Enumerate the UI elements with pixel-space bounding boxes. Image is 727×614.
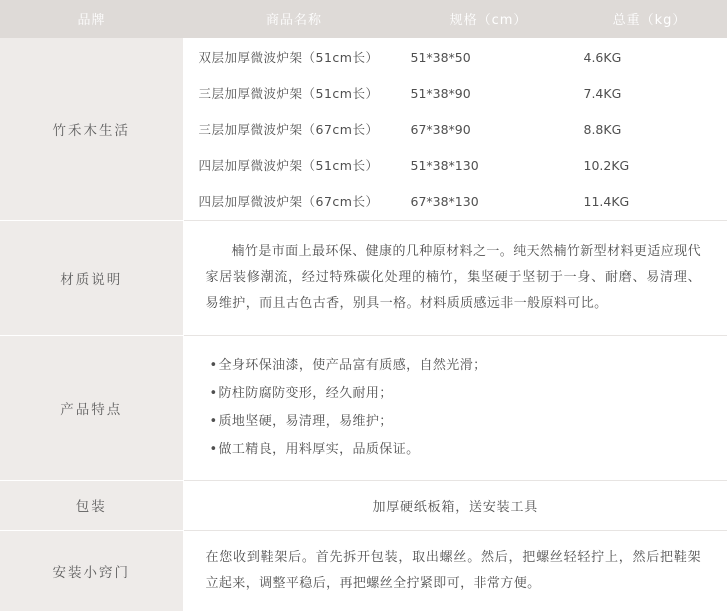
bullet-icon: • xyxy=(209,358,218,373)
product-name: 四层加厚微波炉架（51cm长） xyxy=(198,158,379,173)
material-description-cell xyxy=(183,221,727,336)
features-label: 产品特点 xyxy=(0,336,183,481)
packaging-row xyxy=(0,480,727,530)
table-row xyxy=(185,183,727,219)
feature-text: 防柱防腐防变形，经久耐用； xyxy=(218,385,393,401)
product-weight: 4.6KG xyxy=(583,49,622,65)
product-weight: 11.4KG xyxy=(583,193,630,209)
material-label: 材质说明 xyxy=(0,221,183,336)
list-item xyxy=(210,352,702,380)
product-name: 双层加厚微波炉架（51cm长） xyxy=(198,50,379,65)
features-cell xyxy=(183,336,727,481)
feature-text: 质地坚硬，易清理，易维护； xyxy=(218,413,393,429)
tips-text: 在您收到鞋架后。首先拆开包装，取出螺丝。然后，把螺丝轻轻拧上，然后把鞋架立起来，调整平稳后，再把螺丝全拧紧即可，非常方便。 xyxy=(205,549,701,591)
packaging-label: 包装 xyxy=(0,480,183,530)
product-spec: 67*38*130 xyxy=(410,193,479,209)
bullet-icon: • xyxy=(209,413,218,429)
feature-text: 做工精良，用料厚实，品质保证。 xyxy=(218,441,420,457)
product-name: 三层加厚微波炉架（51cm长） xyxy=(198,86,379,101)
table-row xyxy=(185,147,727,183)
header-spec: 规格（cm） xyxy=(405,0,572,38)
table-row xyxy=(185,111,727,147)
product-weight: 7.4KG xyxy=(583,85,622,101)
table-row xyxy=(185,39,727,75)
list-item xyxy=(210,408,702,436)
bullet-icon: • xyxy=(209,385,218,401)
product-weight: 8.8KG xyxy=(583,121,622,137)
table-header-row xyxy=(0,0,727,38)
bullet-icon: • xyxy=(209,441,218,457)
header-brand: 品牌 xyxy=(0,0,183,38)
product-spec: 51*38*130 xyxy=(410,157,479,173)
list-item xyxy=(210,436,702,464)
table-row xyxy=(185,75,727,111)
packaging-text: 加厚硬纸板箱，送安装工具 xyxy=(183,480,727,530)
product-list-cell xyxy=(183,38,727,221)
material-row xyxy=(0,221,727,336)
material-description-text: 楠竹是市面上最环保、健康的几种原材料之一。纯天然楠竹新型材料更适应现代家居装修潮流，经过特殊碳化处理的楠竹，集坚硬于坚韧于一身、耐磨、易清理、易维护，而且古色古香，别具一格。材料质质感远非一般原料可比。 xyxy=(205,244,701,311)
feature-text: 全身环保油漆，使产品富有质感，自然光滑； xyxy=(218,358,487,373)
tips-row xyxy=(0,530,727,611)
product-spec: 51*38*50 xyxy=(410,49,471,65)
product-weight: 10.2KG xyxy=(583,157,630,173)
product-spec: 51*38*90 xyxy=(410,85,471,101)
list-item xyxy=(210,380,702,408)
product-table xyxy=(185,39,727,219)
header-product-name: 商品名称 xyxy=(183,0,405,38)
product-name: 三层加厚微波炉架（67cm长） xyxy=(198,122,379,137)
tips-label: 安装小窍门 xyxy=(0,530,183,611)
features-row xyxy=(0,336,727,481)
product-name: 四层加厚微波炉架（67cm长） xyxy=(198,194,379,209)
brand-products-row xyxy=(0,38,727,221)
brand-label: 竹禾木生活 xyxy=(0,38,183,221)
tips-cell xyxy=(183,530,727,611)
header-weight: 总重（kg） xyxy=(572,0,727,38)
product-spec: 67*38*90 xyxy=(410,121,471,137)
